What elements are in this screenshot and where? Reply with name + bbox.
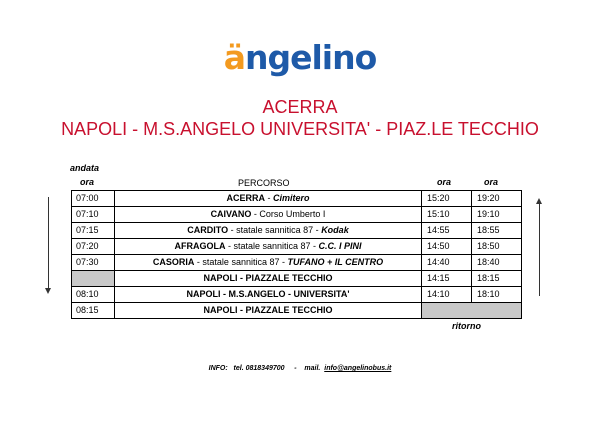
- info-dash: -: [294, 365, 297, 372]
- route-stop: CARDITO - statale sannitica 87 - Kodak: [115, 223, 422, 239]
- timetable: [71, 190, 522, 319]
- info-email-link[interactable]: info@angelinobus.it: [324, 365, 392, 372]
- ritorno-arrow-line: [539, 204, 540, 296]
- ritorno-time-1: 14:10: [422, 287, 472, 303]
- logo-first-letter: ä: [223, 38, 245, 77]
- andata-time: 08:15: [72, 303, 115, 319]
- ritorno-time-empty: [422, 303, 522, 319]
- ritorno-time-2: 18:50: [472, 239, 522, 255]
- andata-time-empty: [72, 271, 115, 287]
- info-mail-label: mail.: [304, 365, 321, 372]
- logo-rest: ngelino: [244, 38, 377, 77]
- ritorno-time-1: 15:10: [422, 207, 472, 223]
- arrow-up-icon: [536, 198, 542, 204]
- ritorno-time-1: 14:15: [422, 271, 472, 287]
- route-stop: CASORIA - statale sannitica 87 - TUFANO + IL CENTRO: [115, 255, 422, 271]
- route-stop: NAPOLI - PIAZZALE TECCHIO: [115, 271, 422, 287]
- table-row: [72, 191, 522, 207]
- andata-time: 07:20: [72, 239, 115, 255]
- ritorno-time-2: 18:55: [472, 223, 522, 239]
- route-stop: ACERRA - Cimitero: [115, 191, 422, 207]
- table-row: [72, 239, 522, 255]
- info-tel: tel. 0818349700: [233, 365, 285, 372]
- andata-time: 07:00: [72, 191, 115, 207]
- andata-time: 07:10: [72, 207, 115, 223]
- ritorno-time-2: 19:20: [472, 191, 522, 207]
- andata-time: 07:30: [72, 255, 115, 271]
- angelino-logo: [0, 38, 600, 77]
- label-andata: andata: [70, 163, 100, 173]
- table-row: [72, 255, 522, 271]
- ritorno-time-1: 14:55: [422, 223, 472, 239]
- ritorno-time-2: 18:15: [472, 271, 522, 287]
- route-stop: NAPOLI - PIAZZALE TECCHIO: [115, 303, 422, 319]
- ritorno-time-1: 15:20: [422, 191, 472, 207]
- table-row: [72, 271, 522, 287]
- label-ritorno: ritorno: [452, 321, 481, 331]
- info-line: [0, 365, 600, 372]
- table-row: [72, 303, 522, 319]
- title-city: ACERRA: [262, 97, 338, 117]
- andata-time: 08:10: [72, 287, 115, 303]
- andata-time: 07:15: [72, 223, 115, 239]
- label-ora-1: ora: [437, 177, 452, 187]
- info-label: INFO:: [208, 365, 228, 372]
- arrow-down-icon: [45, 288, 51, 294]
- ritorno-time-2: 18:10: [472, 287, 522, 303]
- label-percorso: PERCORSO: [238, 178, 290, 188]
- route-stop: NAPOLI - M.S.ANGELO - UNIVERSITA': [115, 287, 422, 303]
- label-ora-andata: ora: [80, 177, 95, 187]
- table-row: [72, 223, 522, 239]
- table-row: [72, 207, 522, 223]
- title-route: NAPOLI - M.S.ANGELO UNIVERSITA' - PIAZ.LE TECCHIO: [61, 119, 539, 139]
- table-row: [72, 287, 522, 303]
- ritorno-time-2: 19:10: [472, 207, 522, 223]
- ritorno-time-1: 14:50: [422, 239, 472, 255]
- andata-arrow-line: [48, 197, 49, 289]
- route-stop: CAIVANO - Corso Umberto I: [115, 207, 422, 223]
- route-stop: AFRAGOLA - statale sannitica 87 - C.C. I PINI: [115, 239, 422, 255]
- ritorno-time-2: 18:40: [472, 255, 522, 271]
- label-ora-2: ora: [484, 177, 499, 187]
- ritorno-time-1: 14:40: [422, 255, 472, 271]
